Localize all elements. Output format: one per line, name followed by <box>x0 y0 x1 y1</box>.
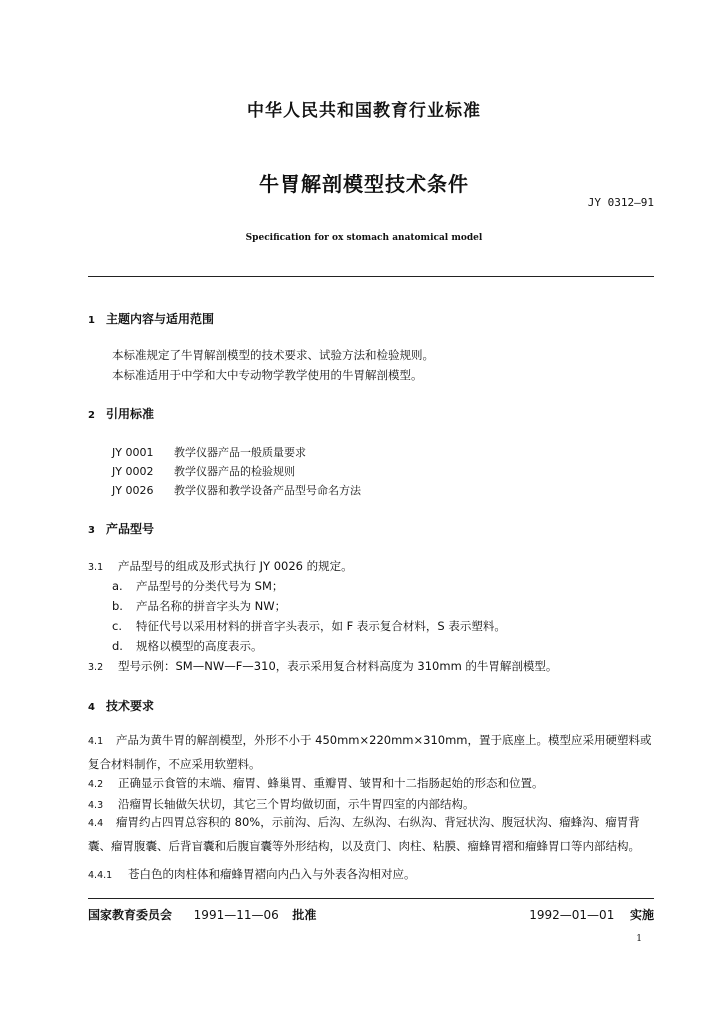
approval-label: 批准 <box>292 908 317 922</box>
clause-4-1 <box>88 729 654 776</box>
reference-code: JY 0001 <box>112 446 154 459</box>
list-item <box>112 598 286 614</box>
list-item <box>112 638 263 654</box>
section-number: 1 <box>88 315 95 326</box>
reference-code: JY 0002 <box>112 465 154 478</box>
section-title: 主题内容与适用范围 <box>106 312 215 326</box>
section-number: 2 <box>88 410 95 421</box>
clause-number: 4.1 <box>88 736 104 747</box>
clause-number: 4.3 <box>88 800 104 811</box>
list-item-text: 特征代号以采用材料的拼音字头表示，如 F 表示复合材料，S 表示塑料。 <box>136 619 506 633</box>
document-title: 牛胃解剖模型技术条件 <box>259 172 469 196</box>
section-2-heading <box>88 405 154 422</box>
list-item-label: b. <box>112 599 123 613</box>
standard-organization-heading: 中华人民共和国教育行业标准 <box>247 101 481 121</box>
clause-number: 3.1 <box>88 562 104 573</box>
list-item <box>112 618 506 634</box>
clause-text: 产品为黄牛胃的解剖模型，外形不小于 450mm×220mm×310mm，置于底座上。模型应采用硬塑料或复合材料制作，不应采用软塑料。 <box>88 733 652 771</box>
footer-divider <box>88 898 654 899</box>
clause-text: 型号示例：SM—NW—F—310，表示采用复合材料高度为 310mm 的牛胃解剖模型。 <box>118 659 558 673</box>
effective-line <box>529 906 654 923</box>
section-1-paragraph-2: 本标准适用于中学和大中专动物学教学使用的牛胃解剖模型。 <box>112 368 423 382</box>
list-item-text: 规格以模型的高度表示。 <box>136 639 263 653</box>
section-number: 4 <box>88 702 95 713</box>
section-4-heading <box>88 697 154 714</box>
effective-label: 实施 <box>629 908 654 922</box>
list-item-label: c. <box>112 619 122 633</box>
reference-item <box>112 482 361 498</box>
section-3-heading <box>88 520 154 537</box>
list-item-text: 产品名称的拼音字头为 NW； <box>136 599 287 613</box>
issuing-authority: 国家教育委员会 <box>88 908 173 922</box>
clause-4-3 <box>88 796 475 812</box>
clause-number: 4.2 <box>88 779 104 790</box>
clause-3-2 <box>88 658 557 674</box>
effective-date: 1992—01—01 <box>529 908 615 922</box>
list-item-label: a. <box>112 579 123 593</box>
standard-code: JY 0312—91 <box>587 196 654 209</box>
english-title: Specification for ox stomach anatomical model <box>245 233 483 243</box>
clause-text: 沿瘤胃长轴做矢状切，其它三个胃均做切面，示牛胃四室的内部结构。 <box>118 797 475 811</box>
reference-item <box>112 444 306 460</box>
clause-text: 正确显示食管的末端、瘤胃、蜂巢胃、重瓣胃、皱胃和十二指肠起始的形态和位置。 <box>118 776 544 790</box>
approval-date: 1991—11—06 <box>193 908 279 922</box>
clause-number: 3.2 <box>88 662 104 673</box>
list-item-label: d. <box>112 639 123 653</box>
reference-code: JY 0026 <box>112 484 154 497</box>
reference-item <box>112 463 295 479</box>
clause-4-4 <box>88 811 654 858</box>
section-title: 技术要求 <box>106 699 155 713</box>
section-1-paragraph-1: 本标准规定了牛胃解剖模型的技术要求、试验方法和检验规则。 <box>112 348 434 362</box>
reference-title: 教学仪器产品一般质量要求 <box>174 446 306 459</box>
section-number: 3 <box>88 525 95 536</box>
clause-4-4-1 <box>88 866 416 882</box>
section-1-heading <box>88 310 214 327</box>
reference-title: 教学仪器产品的检验规则 <box>174 465 295 478</box>
clause-number: 4.4.1 <box>88 870 113 881</box>
list-item <box>112 578 283 594</box>
clause-4-2 <box>88 775 544 791</box>
clause-number: 4.4 <box>88 818 104 829</box>
header-divider <box>88 276 654 277</box>
clause-text: 产品型号的组成及形式执行 JY 0026 的规定。 <box>118 559 353 573</box>
clause-text: 瘤胃约占四胃总容积的 80%，示前沟、后沟、左纵沟、右纵沟、背冠状沟、腹冠状沟、瘤蜂沟、瘤胃背囊、瘤胃腹囊、后背盲囊和后腹盲囊等外形结构，以及贲门、肉柱、粘膜、瘤蜂胃褶和瘤蜂胃口等内部结构。 <box>88 815 640 853</box>
reference-title: 教学仪器和教学设备产品型号命名方法 <box>174 484 361 497</box>
section-title: 产品型号 <box>106 522 155 536</box>
clause-3-1 <box>88 558 353 574</box>
approval-line <box>88 906 316 923</box>
clause-text: 苍白色的肉柱体和瘤蜂胃褶向内凸入与外表各沟相对应。 <box>128 867 416 881</box>
section-title: 引用标准 <box>106 407 155 421</box>
page-number: 1 <box>636 934 642 944</box>
list-item-text: 产品型号的分类代号为 SM； <box>136 579 284 593</box>
